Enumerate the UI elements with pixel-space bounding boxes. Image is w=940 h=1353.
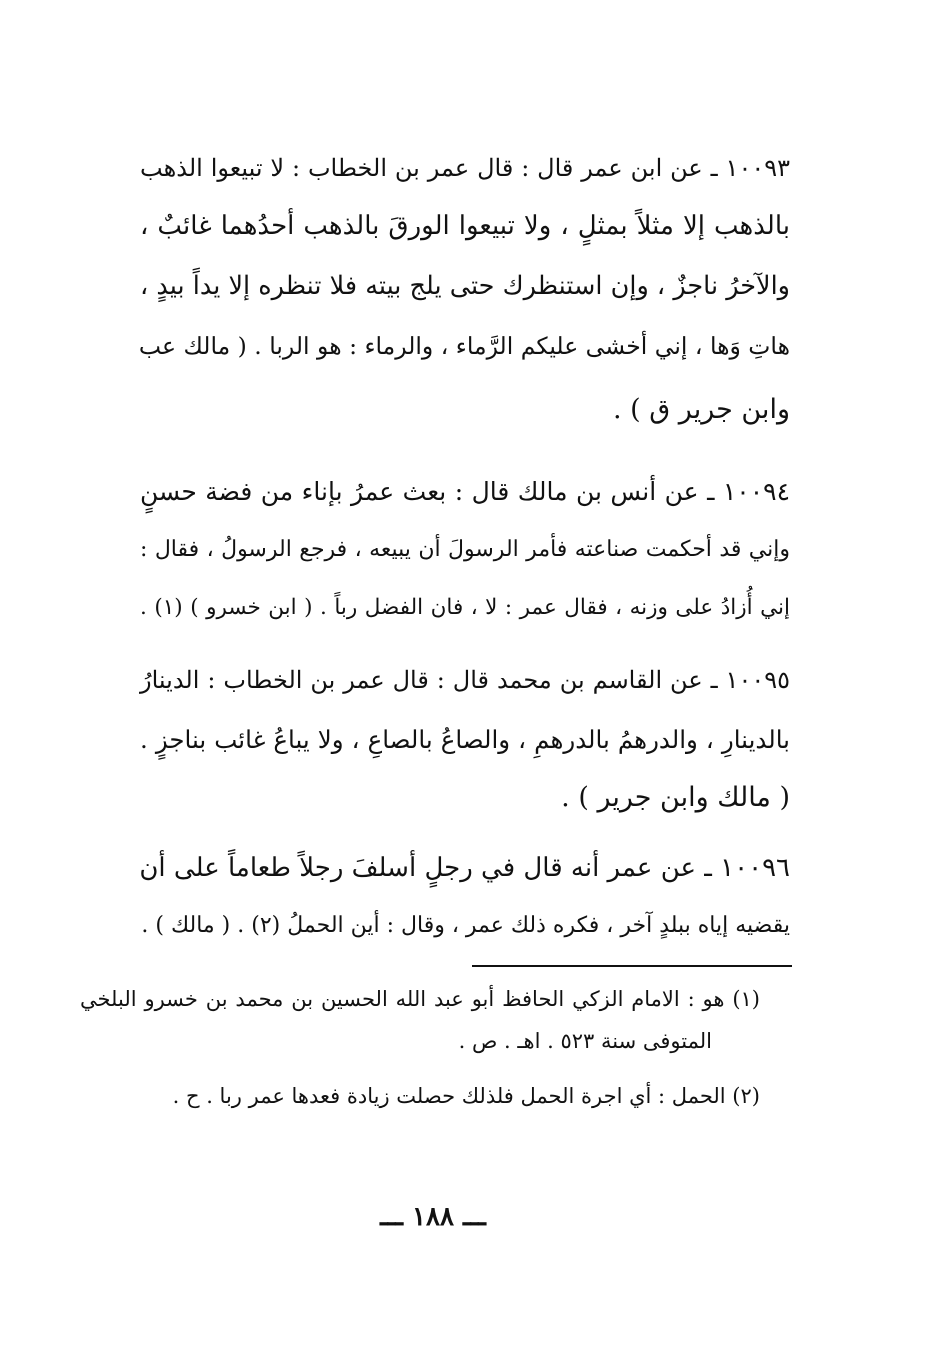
- text-line: ١٠٠٩٤ ـ عن أنس بن مالك قال : بعث عمرُ بإناء من فضة حسنٍ: [140, 477, 790, 506]
- text-line: والآخرُ ناجزٌ ، وإن استنظرك حتى يلج بيته فلا تنظره إلا يداً بيدٍ ،: [140, 271, 790, 301]
- text-line: يقضيه إياه ببلدٍ آخر ، فكره ذلك عمر ، وقال : أين الحملُ (٢) . ( مالك ) .: [141, 913, 790, 938]
- footnote-1-line: (١) هو : الامام الزكي الحافظ أبو عبد الله الحسين بن محمد بن خسرو البلخي: [80, 987, 760, 1011]
- text-line: هاتِ وَها ، إني أخشى عليكم الرَّماء ، والرماء : هو الربا . ( مالك عب: [138, 332, 790, 360]
- text-line: بالدينارِ ، والدرهمُ بالدرهمِ ، والصاعُ بالصاعِ ، ولا يباعُ غائب بناجزٍ .: [140, 725, 790, 754]
- text-line: ١٠٠٩٣ ـ عن ابن عمر قال : قال عمر بن الخطاب : لا تبيعوا الذهب: [140, 154, 790, 182]
- text-line: ١٠٠٩٦ ـ عن عمر أنه قال في رجلٍ أسلفَ رجلاً طعاماً على أن: [139, 853, 790, 883]
- text-line: إني أُزادُ على وزنه ، فقال عمر : لا ، فان الفضل رباً . ( ابن خسرو ) (١) .: [140, 595, 791, 620]
- text-line: بالذهب إلا مثلاً بمثلٍ ، ولا تبيعوا الورقَ بالذهب أحدُهما غائبٌ ،: [140, 211, 790, 241]
- text-line: ١٠٠٩٥ ـ عن القاسم بن محمد قال : قال عمر بن الخطاب : الدينارُ: [140, 666, 790, 694]
- footnote-1-line: المتوفى سنة ٥٢٣ . اهـ . ص .: [458, 1029, 712, 1053]
- footnote-2-line: (٢) الحمل : أي اجرة الحمل فلذلك حصلت زيادة فعدها عمر ربا . ح .: [172, 1084, 760, 1108]
- text-line: وإني قد أحكمت صناعته فأمر الرسولَ أن يبيعه ، فرجع الرسولُ ، فقال :: [140, 537, 790, 562]
- text-line: وابن جرير ق ) .: [612, 394, 790, 425]
- page-number: ـــ ١٨٨ ـــ: [380, 1202, 486, 1232]
- footnote-separator: [472, 965, 792, 967]
- text-line: ( مالك وابن جرير ) .: [561, 782, 790, 813]
